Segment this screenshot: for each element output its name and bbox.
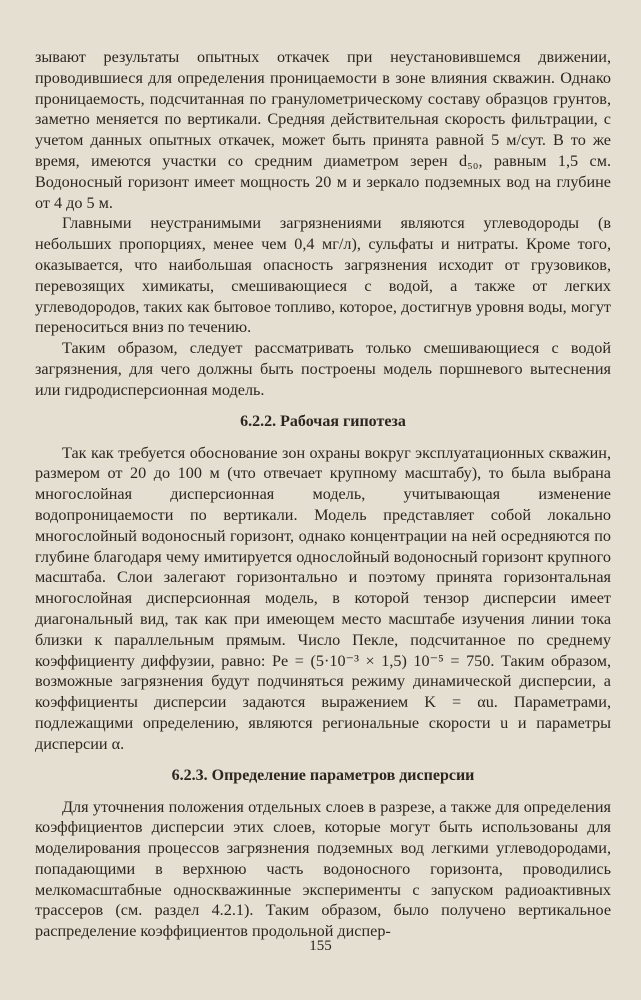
page-number: 155: [309, 938, 332, 954]
paragraph: Главными неустранимыми загрязнениями являются углеводороды (в небольших пропорциях, менее чем 0,4 мг/л), сульфаты и нитраты. Кроме того, оказывается, что наибольшая опасность загрязнения исходит от грузовиков, перевозящих химикаты, смешивающиеся с водой, а также от легких углеводородов, таких как бытовое топливо, которое, достигнув уровня воды, могут переноситься вниз по течению.: [35, 214, 611, 337]
paragraph: Так как требуется обоснование зон охраны вокруг эксплуатационных скважин, размером от 20 до 100 м (что отвечает крупному масштабу), то была выбрана многослойная дисперсионная модель, учитывающая изменение водопроницаемости по вертикали. Модель представляет собой локально многослойный водоносный горизонт, однако концентрации на ней осредняются по глубине благодаря чему имитируется однослойный водоносный горизонт крупного масштаба. Слои залегают горизонтально и поэтому принята горизонтальная многослойная дисперсионная модель, в которой тензор дисперсии имеет диагональный вид, так как при имеющем место масштабе изучения линии тока близки к параллельным прямым. Число Пекле, подсчитанное по среднему коэффициенту диффузии, равно: Pe = (5·10⁻³ × 1,5) 10⁻⁵ = 750. Таким образом, возможные загрязнения будут подчиняться режиму динамической дисперсии, а коэффициенты дисперсии задаются выражением K = αu. Параметрами, подлежащими определению, являются региональные скорости u и параметры дисперсии α.: [35, 443, 611, 753]
paragraph: Для уточнения положения отдельных слоев в разрезе, а также для определения коэффициентов дисперсии этих слоев, которые могут быть использованы для моделирования процессов загрязнения подземных вод легкими углеводородами, попадающими в верхнюю часть водоносного горизонта, проводились мелкомасштабные односкважинные эксперименты с запуском радиоактивных трассеров (см. раздел 4.2.1). Таким образом, было получено вертикальное распределение коэффициентов продольной диспер-: [35, 797, 611, 941]
paragraph: зывают результаты опытных откачек при неустановившемся движении, проводившиеся для определения проницаемости в зоне влияния скважин. Однако проницаемость, подсчитанная по гранулометрическому составу образцов грунтов, заметно меняется по вертикали. Средняя действительная скорость фильтрации, с учетом данных опытных откачек, может быть принята равной 5 м/сут. В то же время, имеются участки со средним диаметром зерен d₅₀, равным 1,5 см. Водоносный горизонт имеет мощность 20 м и зеркало подземных вод на глубине от 4 до 5 м.: [35, 48, 611, 212]
page-text: [35, 47, 611, 942]
section-heading: 6.2.2. Рабочая гипотеза: [240, 412, 406, 430]
paragraph: Таким образом, следует рассматривать только смешивающиеся с водой загрязнения, для чего должны быть построены модель поршневого вытеснения или гидродисперсионная модель.: [35, 339, 611, 399]
section-heading: 6.2.3. Определение параметров дисперсии: [171, 766, 475, 784]
